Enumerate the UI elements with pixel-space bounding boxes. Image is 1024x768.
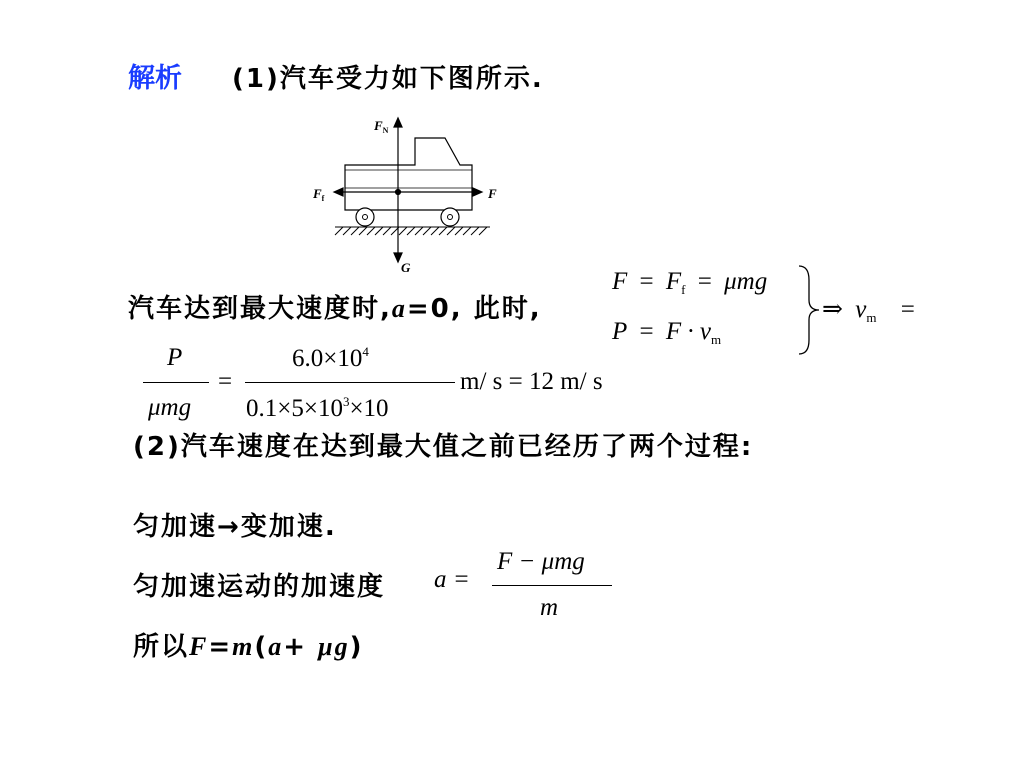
- process-text: 匀加速→变加速.: [133, 512, 337, 542]
- accel-numerator: F − μmg: [497, 548, 585, 575]
- step-1-text: (1)汽车受力如下图所示.: [232, 64, 544, 94]
- accel-fraction-bar: [492, 585, 612, 586]
- max-speed-text: 汽车达到最大速度时,a=0, 此时,: [128, 294, 542, 324]
- accel-lhs: a =: [434, 566, 469, 593]
- label-fn: $F_N$: [374, 118, 389, 135]
- label-ff: $F_f$: [313, 186, 325, 203]
- equation-2: $P = F \cdot v_m$: [612, 318, 722, 347]
- final-text: 所以F=m(a+ μg): [133, 632, 364, 662]
- fraction-2-bar: [245, 382, 455, 383]
- fraction-eq: =: [218, 368, 233, 395]
- fraction-1-bar: [143, 382, 209, 383]
- wheel-right: [441, 208, 459, 226]
- force-diagram: [300, 110, 510, 280]
- fraction-1-denominator: μmg: [148, 394, 192, 421]
- label-g: G: [401, 260, 411, 275]
- section-heading: 解析: [128, 63, 182, 94]
- fraction-result: m/ s = 12 m/ s: [460, 368, 603, 395]
- fraction-2-denominator: $0.1\times 5\times 10^3\times 10$: [246, 394, 389, 422]
- accel-denominator: m: [540, 594, 559, 621]
- equation-result: ⇒ $v_m$ =: [822, 296, 915, 325]
- wheel-left: [356, 208, 374, 226]
- accel-text: 匀加速运动的加速度: [133, 572, 386, 602]
- fraction-1-numerator: P: [167, 344, 183, 371]
- equation-1: $F = F_f = \mu mg$: [612, 268, 768, 297]
- step-2-text: (2)汽车速度在达到最大值之前已经历了两个过程:: [133, 432, 754, 462]
- right-brace: [795, 262, 825, 358]
- label-f: F: [488, 186, 497, 201]
- ground-hatching: [335, 227, 490, 235]
- truck-body: [345, 138, 472, 210]
- force-arrows: [334, 118, 482, 262]
- arrow-right-icon: →: [217, 512, 241, 542]
- fraction-2-numerator: $6.0\times 10^4$: [292, 344, 369, 372]
